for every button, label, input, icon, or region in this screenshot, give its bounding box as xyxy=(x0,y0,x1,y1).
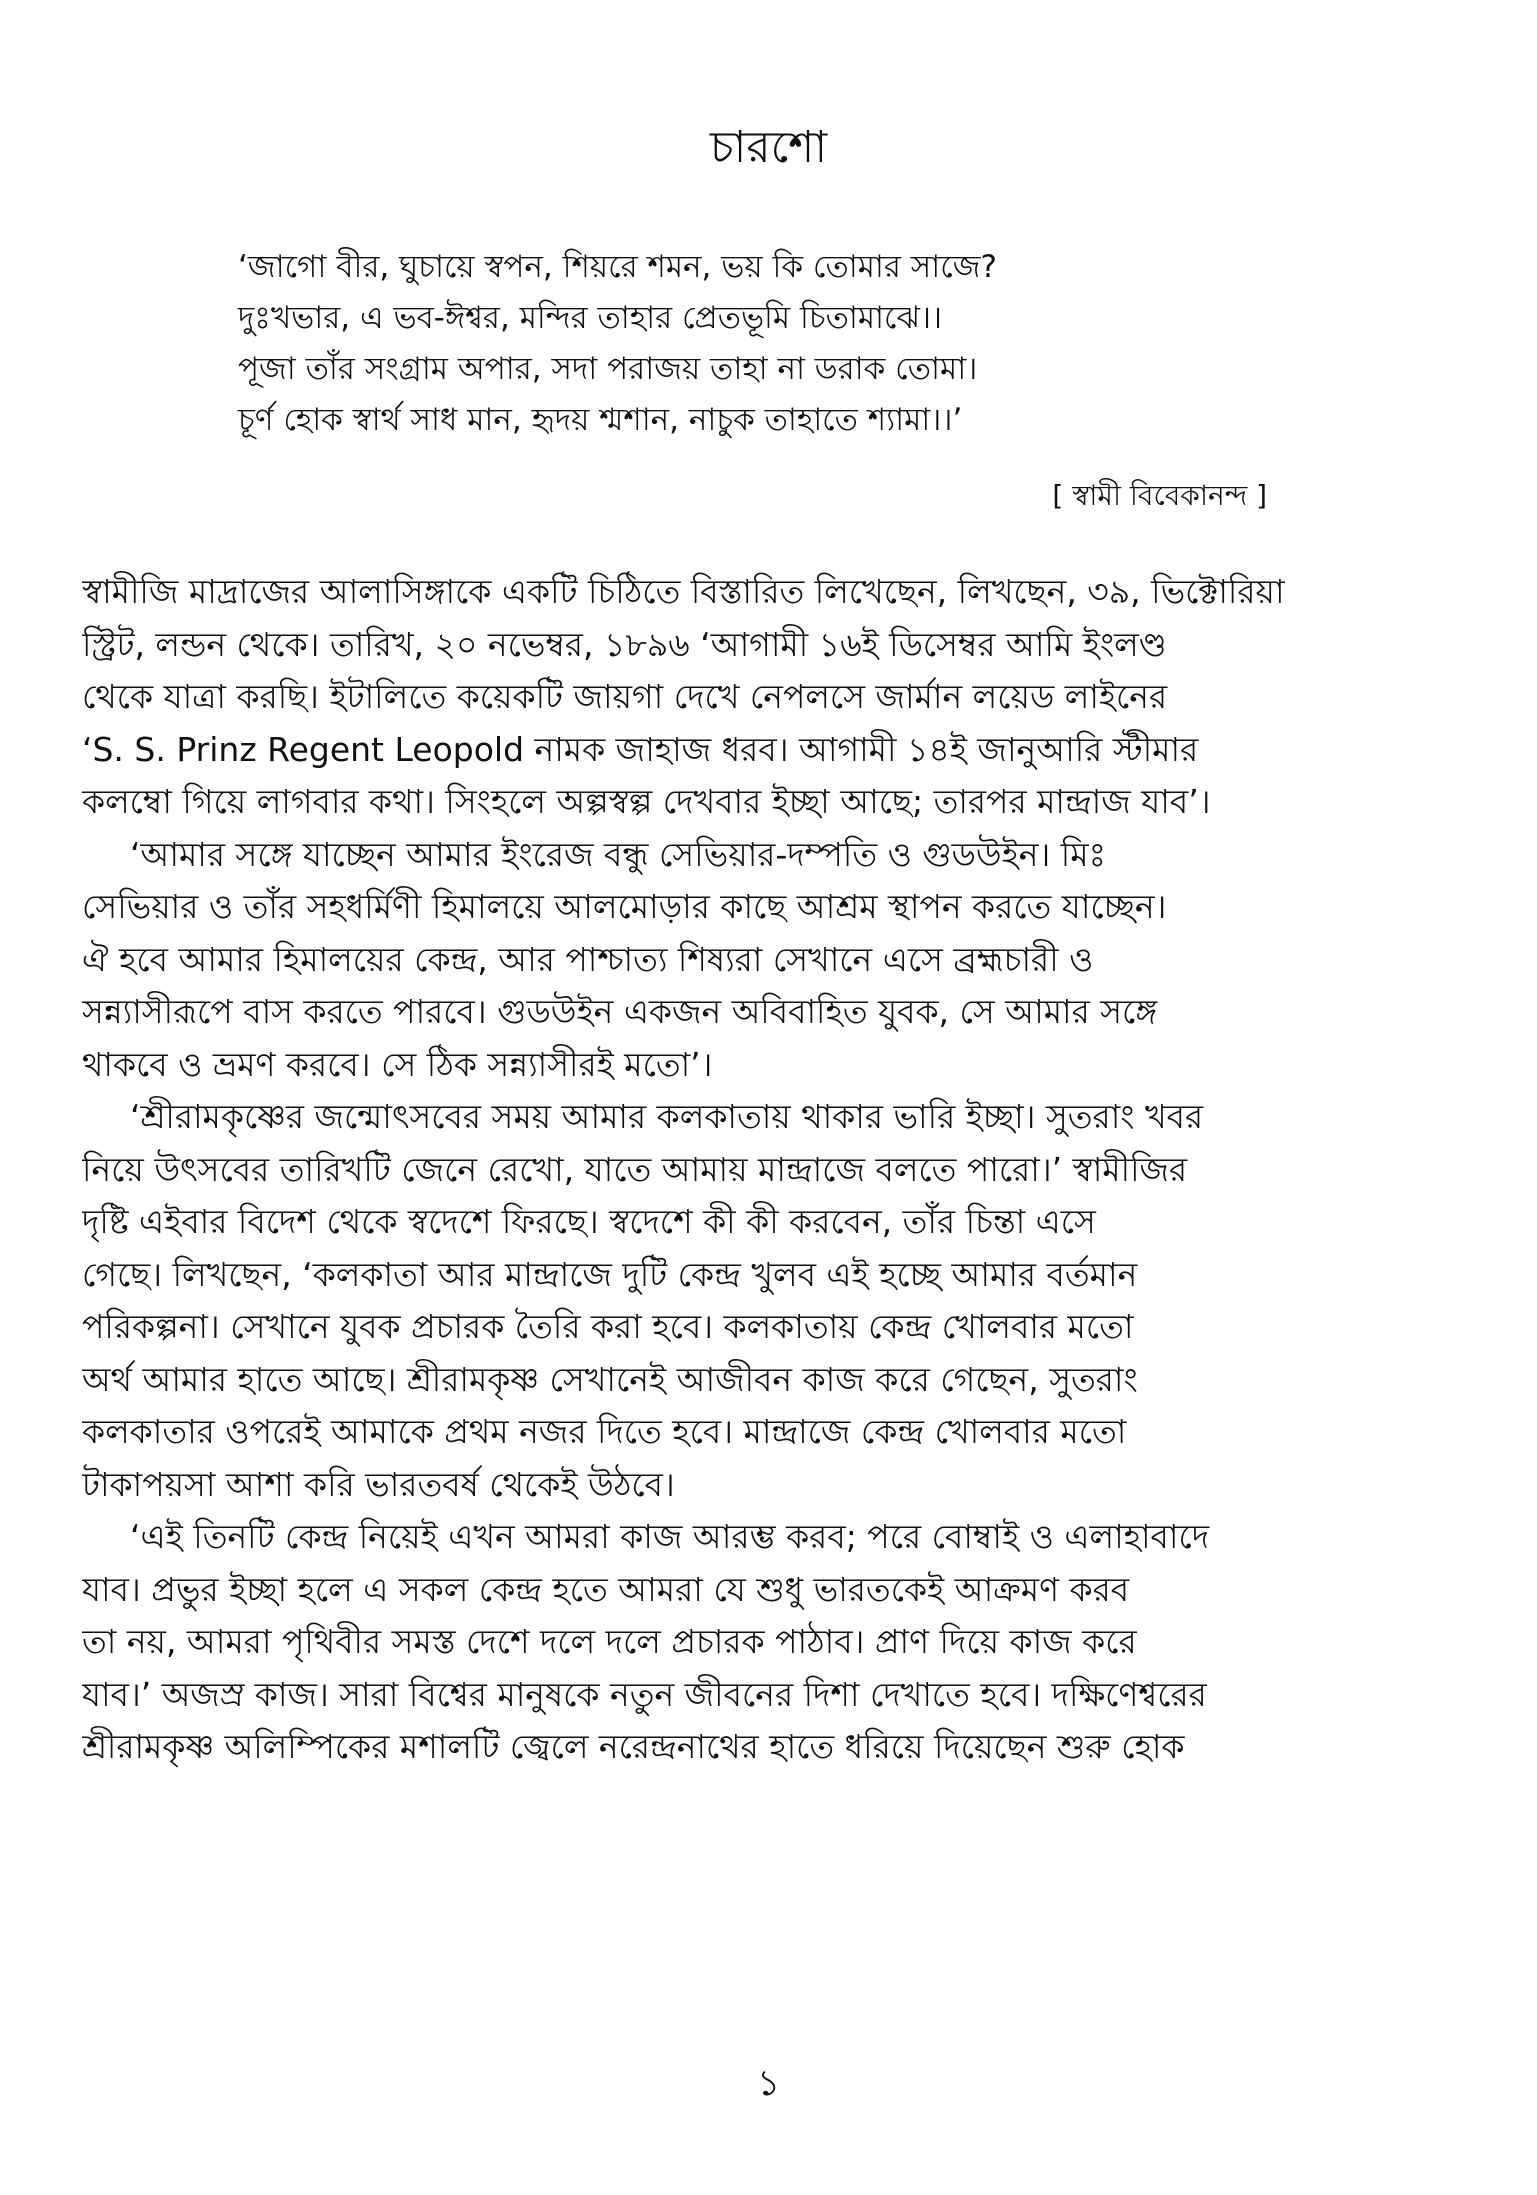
paragraph-4 xyxy=(82,1511,1452,1774)
text-line: শ্রীরামকৃষ্ণ অলিম্পিকের মশালটি জ্বেলে নরেন্দ্রনাথের হাতে ধরিয়ে দিয়েছেন শুরু হোক xyxy=(82,1727,1185,1766)
chapter-title: চারশো xyxy=(709,122,828,173)
text-line: পরিকল্পনা। সেখানে যুবক প্রচারক তৈরি করা হবে। কলকাতায় কেন্দ্র খোলবার মতো xyxy=(82,1307,1134,1346)
text-line: ‘এই তিনটি কেন্দ্র নিয়েই এখন আমরা কাজ আরম্ভ করব; পরে বোম্বাই ও এলাহাবাদে xyxy=(130,1517,1210,1556)
page-number: ১ xyxy=(756,2063,781,2104)
text-line: ঐ হবে আমার হিমালয়ের কেন্দ্র, আর পাশ্চাত্য শিষ্যরা সেখানে এসে ব্রহ্মচারী ও xyxy=(82,939,1094,979)
paragraph-2 xyxy=(82,829,1452,1092)
text-line: গেছে। লিখছেন, ‘কলকাতা আর মান্দ্রাজে দুটি কেন্দ্র খুলব এই হচ্ছে আমার বর্তমান xyxy=(82,1254,1138,1294)
text-line: সন্ন্যাসীরূপে বাস করতে পারবে। গুডউইন একজন অবিবাহিত যুবক, সে আমার সঙ্গে xyxy=(82,992,1158,1031)
text-line: অর্থ আমার হাতে আছে। শ্রীরামকৃষ্ণ সেখানেই আজীবন কাজ করে গেছেন, সুতরাং xyxy=(82,1359,1138,1399)
epigraph-line: ‘জাগো বীর, ঘুচায়ে স্বপন, শিয়রে শমন, ভয় কি তোমার সাজে? xyxy=(238,249,997,285)
text-line: থাকবে ও ভ্রমণ করবে। সে ঠিক সন্ন্যাসীরই মতো’। xyxy=(82,1044,713,1084)
text-line: ‘আমার সঙ্গে যাচ্ছেন আমার ইংরেজ বন্ধু সেভিয়ার-দম্পতি ও গুডউইন। মিঃ xyxy=(130,834,1107,874)
epigraph-attribution: [ স্বামী বিবেকানন্দ ] xyxy=(1052,479,1267,512)
text-line: স্বামীজি মাদ্রাজের আলাসিঙ্গাকে একটি চিঠিতে বিস্তারিত লিখেছেন, লিখছেন, ৩৯, ভিক্টোরিয়া xyxy=(82,572,1285,611)
text-line: টাকাপয়সা আশা করি ভারতবর্ষ থেকেই উঠবে। xyxy=(82,1464,675,1504)
text-line: যাব।’ অজস্র কাজ। সারা বিশ্বের মানুষকে নতুন জীবনের দিশা দেখাতে হবে। দক্ষিণেশ্বরের xyxy=(82,1674,1207,1714)
body-text xyxy=(82,566,1452,1774)
text-line: স্ট্রিট, লন্ডন থেকে। তারিখ, ২০ নভেম্বর, ১৮৯৬ ‘আগামী ১৬ই ডিসেম্বর আমি ইংলণ্ড xyxy=(82,624,1167,664)
text-line: সেভিয়ার ও তাঁর সহধর্মিণী হিমালয়ে আলমোড়ার কাছে আশ্রম স্থাপন করতে যাচ্ছেন। xyxy=(82,887,1167,926)
text-line: কলম্বো গিয়ে লাগবার কথা। সিংহলে অল্পস্বল্প দেখবার ইচ্ছা আছে; তারপর মান্দ্রাজ যাব’। xyxy=(82,782,1211,821)
text-line: যাব। প্রভুর ইচ্ছা হলে এ সকল কেন্দ্র হতে আমরা যে শুধু ভারতকেই আক্রমণ করব xyxy=(82,1569,1130,1609)
paragraph-1 xyxy=(82,566,1452,829)
text-line: ‘শ্রীরামকৃষ্ণের জন্মোৎসবের সময় আমার কলকাতায় থাকার ভারি ইচ্ছা। সুতরাং খবর xyxy=(130,1097,1204,1136)
paragraph-3 xyxy=(82,1091,1452,1511)
epigraph-line: চূর্ণ হোক স্বার্থ সাধ মান, হৃদয় শ্মশান, নাচুক তাহাতে শ্যামা।।’ xyxy=(238,402,963,438)
epigraph-line: পূজা তাঁর সংগ্রাম অপার, সদা পরাজয় তাহা না ডরাক তোমা। xyxy=(238,351,978,387)
text-line: তা নয়, আমরা পৃথিবীর সমস্ত দেশে দলে দলে প্রচারক পাঠাব। প্রাণ দিয়ে কাজ করে xyxy=(82,1622,1137,1661)
text-line: কলকাতার ওপরেই আমাকে প্রথম নজর দিতে হবে। মান্দ্রাজে কেন্দ্র খোলবার মতো xyxy=(82,1412,1127,1451)
text-line: ‘S. S. Prinz Regent Leopold নামক জাহাজ ধরব। আগামী ১৪ই জানুআরি স্টীমার xyxy=(82,729,1199,769)
text-line: নিয়ে উৎসবের তারিখটি জেনে রেখো, যাতে আমায় মান্দ্রাজে বলতে পারো।’ স্বামীজির xyxy=(82,1149,1188,1189)
text-line: থেকে যাত্রা করছি। ইটালিতে কয়েকটি জায়গা দেখে নেপলসে জার্মান লয়েড লাইনের xyxy=(82,677,1168,716)
epigraph xyxy=(238,242,1298,446)
epigraph-line: দুঃখভার, এ ভব-ঈশ্বর, মন্দির তাহার প্রেতভূমি চিতামাঝে।। xyxy=(238,300,943,336)
text-line: দৃষ্টি এইবার বিদেশ থেকে স্বদেশে ফিরছে। স্বদেশে কী কী করবেন, তাঁর চিন্তা এসে xyxy=(82,1202,1096,1241)
